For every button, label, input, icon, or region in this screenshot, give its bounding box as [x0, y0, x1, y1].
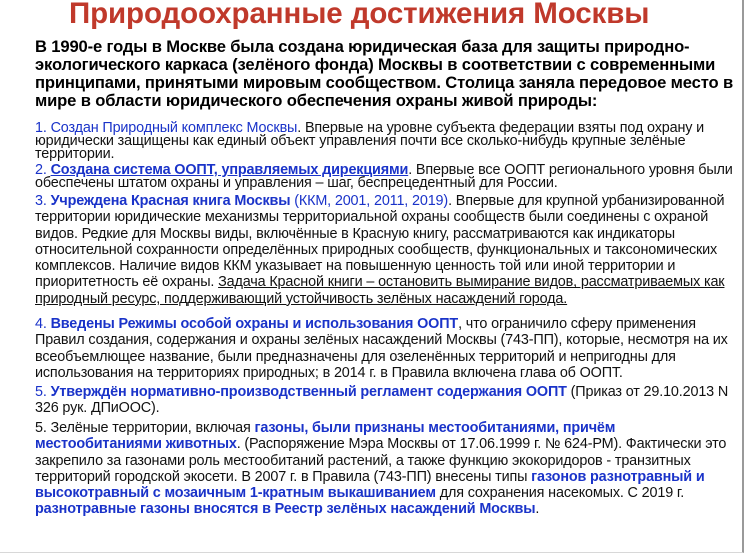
item-highlight: разнотравные газоны вносятся в Реестр зелёных насаждений Москвы [35, 501, 536, 518]
item-heading: Учреждена Красная книга Москвы [50, 193, 291, 209]
item-number: 1. [35, 120, 51, 136]
item-underlined-text: Задача Красной книги – остановить вымирание видов, рассматриваемых как природный ресурс, поддерживающий устойчивость зелёных насаждений города. [35, 274, 725, 307]
item-text: . [535, 501, 540, 518]
list-item-3 [35, 193, 741, 307]
item-heading: Введены Режимы особой охраны и использования ООПТ [50, 316, 459, 332]
item-number: 5. [35, 384, 51, 400]
list-item-5 [35, 384, 741, 417]
item-highlight: газонов разнотравный и высокотравный с мозаичным 1-кратным выкашиванием [35, 468, 705, 502]
item-reference: (ККМ, 2001, 2011, 2019) [290, 193, 449, 209]
item-number: 2. [35, 162, 51, 178]
item-text: для сохранения насекомых. С 2019 г. [435, 485, 685, 502]
list-item-2 [35, 164, 741, 190]
page-title: Природоохранные достижения Москвы [69, 0, 650, 30]
list-item-4 [35, 316, 741, 381]
item-heading: Утверждён нормативно-производственный регламент содержания ООПТ [50, 384, 567, 400]
item-text: . Впервые все ООПТ регионального уровня были обеспечены штатом охраны и управления – шаг, беспрецедентный для России. [35, 162, 733, 192]
item-heading: Создан Природный комплекс Москвы [50, 120, 298, 136]
item-number: 3. [35, 193, 51, 209]
item-text: , что ограничило сферу применения Правил создания, содержания и охраны зелёных насаждений Москвы (743-ПП), которые, несмотря на их всеобъемлющее название, были предназначены для озеленённых территорий и непригодны для использования на территориях природных; в 2014 г. в Правила включена глава об ООПТ. [35, 316, 728, 381]
item-number: 4. [35, 316, 51, 332]
item-text: (Приказ от 29.10.2013 N 326 рук. ДПиООС). [35, 384, 729, 417]
intro-paragraph: В 1990-е годы в Москве была создана юридическая база для защиты природно-экологического каркаса (зелёного фонда) Москвы в соответствии с современными принципами, принятыми мировым сообществом. Столица заняла передовое место в мире в области юридического обеспечения охраны живой природы: [35, 37, 734, 110]
list-item-1 [35, 122, 741, 162]
item-text: . (Распоряжение Мэра Москвы от 17.06.1999 г. № 624-РМ). Фактически это закрепило за газонами роль местообитаний растений, а также функцию экокоридоров - транзитных территорий городской экосети. В 2007 г. в Правила (743-ПП) внесены типы [35, 436, 727, 485]
item-highlight: газоны, были признаны местообитаниями, причём местообитаниями животных [35, 420, 616, 453]
item-text: . Впервые для крупной урбанизированной территории юридические механизмы территориальной охраны сообществ были соединены с охраной видов. Редкие для Москвы виды, включённые в Красную книгу, рассматриваются как индикаторы относительной сохранности определённых природных сообществ, функциональных и таксономических комплексов. Наличие видов ККМ указывает на повышенную ценность той или иной территории и приоритетность её охраны. [35, 193, 725, 291]
item-heading: Создана система ООПТ, управляемых дирекциями [50, 162, 409, 178]
item-text: . Впервые на уровне субъекта федерации взяты под охрану и юридически защищены как единый объект управления почти все сколько-нибудь крупные зелёные территории. [35, 120, 705, 163]
item-text: 5. Зелёные территории, включая [35, 420, 255, 436]
list-item-6 [35, 420, 741, 518]
